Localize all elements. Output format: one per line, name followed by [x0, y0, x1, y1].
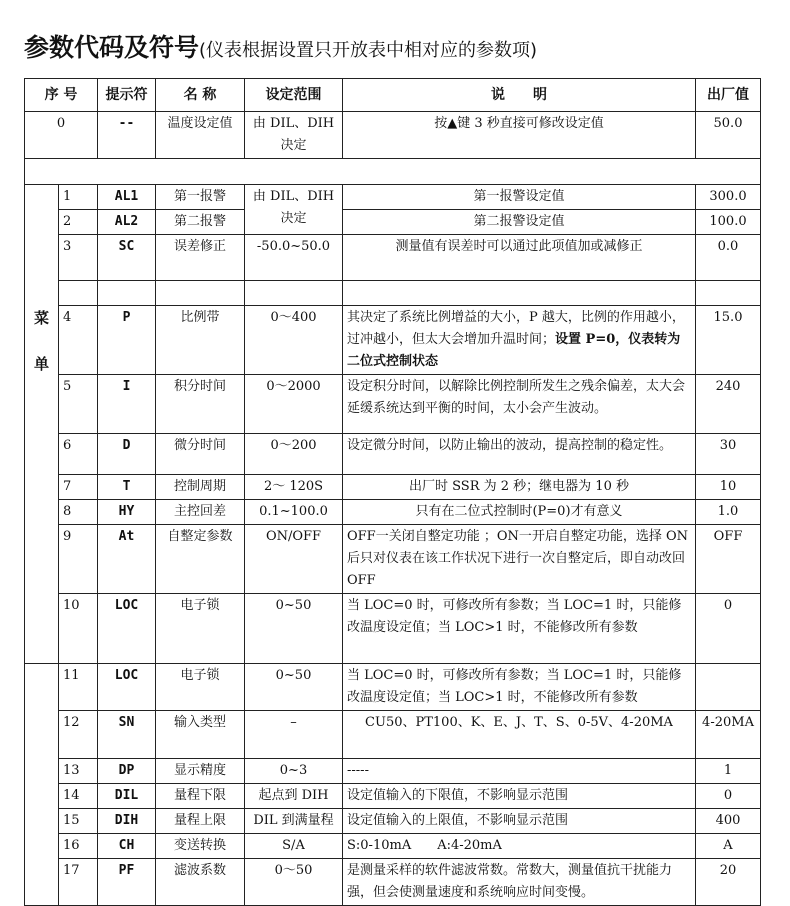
cell-name: 电子锁 [156, 594, 245, 664]
cell-range: 0～200 [245, 434, 343, 475]
cell-no: 17 [59, 859, 98, 906]
cell-range: 0.1~100.0 [245, 500, 343, 525]
cell-range: DIL 到满量程 [245, 809, 343, 834]
table-row [25, 112, 761, 159]
cell-name: 变送转换 [156, 834, 245, 859]
cell-code: T [98, 475, 156, 500]
cell-name: 主控回差 [156, 500, 245, 525]
table-row [25, 475, 761, 500]
cell-code: -- [98, 112, 156, 159]
cell-code: PF [98, 859, 156, 906]
header-name: 名 称 [156, 79, 245, 112]
cell-no: 5 [59, 375, 98, 434]
table-row [25, 525, 761, 594]
cell-code: DP [98, 759, 156, 784]
cell-no: 1 [59, 185, 98, 210]
cell-name: 积分时间 [156, 375, 245, 434]
empty-cell [98, 281, 156, 306]
cell-range: -50.0~50.0 [245, 235, 343, 281]
cell-no: 4 [59, 306, 98, 375]
cell-name: 控制周期 [156, 475, 245, 500]
table-row [25, 664, 761, 711]
cell-default: A [696, 834, 761, 859]
menu-label-2: 单 [33, 355, 49, 373]
cell-range: 0~3 [245, 759, 343, 784]
cell-desc: 设定值输入的下限值，不影响显示范围 [343, 784, 696, 809]
table-row [25, 834, 761, 859]
table-row [25, 759, 761, 784]
cell-no: 8 [59, 500, 98, 525]
cell-range: 0~50 [245, 594, 343, 664]
empty-cell [156, 281, 245, 306]
cell-code: I [98, 375, 156, 434]
cell-range: 0～2000 [245, 375, 343, 434]
cell-no: 2 [59, 210, 98, 235]
cell-desc: OFF一关闭自整定功能 ；ON一开启自整定功能，选择 ON 后只对仪表在该工作状况下进行一次自整定后，即自动改回 OFF [343, 525, 696, 594]
cell-code: SN [98, 711, 156, 759]
cell-name: 温度设定值 [156, 112, 245, 159]
cell-default: 400 [696, 809, 761, 834]
cell-default: 100.0 [696, 210, 761, 235]
cell-default: 300.0 [696, 185, 761, 210]
cell-range: 2～ 120S [245, 475, 343, 500]
menu-label-1: 菜 [33, 309, 49, 327]
cell-name: 微分时间 [156, 434, 245, 475]
cell-no: 10 [59, 594, 98, 664]
cell-default: 10 [696, 475, 761, 500]
cell-no: 6 [59, 434, 98, 475]
cell-name: 输入类型 [156, 711, 245, 759]
empty-cell [343, 281, 696, 306]
cell-code: LOC [98, 594, 156, 664]
cell-no: 7 [59, 475, 98, 500]
cell-range: 起点到 DIH [245, 784, 343, 809]
cell-name: 第一报警 [156, 185, 245, 210]
cell-range: S/A [245, 834, 343, 859]
cell-code: D [98, 434, 156, 475]
cell-default: 0 [696, 594, 761, 664]
cell-default: 1 [696, 759, 761, 784]
parameter-table [24, 78, 761, 906]
cell-desc: 设定值输入的上限值，不影响显示范围 [343, 809, 696, 834]
cell-no: 13 [59, 759, 98, 784]
cell-name: 误差修正 [156, 235, 245, 281]
cell-desc: ----- [343, 759, 696, 784]
cell-default: 50.0 [696, 112, 761, 159]
cell-name: 第二报警 [156, 210, 245, 235]
cell-no: 15 [59, 809, 98, 834]
cell-no: 11 [59, 664, 98, 711]
desc-bold: 设置 P=0，仪表转为二位式控制状态 [347, 332, 681, 369]
empty-cell [245, 281, 343, 306]
cell-code: P [98, 306, 156, 375]
header-row [25, 79, 761, 112]
cell-default: 0.0 [696, 235, 761, 281]
blank-row [25, 159, 761, 185]
cell-default: 30 [696, 434, 761, 475]
cell-default: 240 [696, 375, 761, 434]
table-row [25, 375, 761, 434]
cell-default: 15.0 [696, 306, 761, 375]
cell-desc: 只有在二位式控制时(P=0)才有意义 [343, 500, 696, 525]
header-default: 出厂值 [696, 79, 761, 112]
cell-desc: 按▲键 3 秒直接可修改设定值 [343, 112, 696, 159]
cell-default [696, 664, 761, 711]
title-sub: (仪表根据设置只开放表中相对应的参数项) [199, 40, 538, 61]
cell-code: CH [98, 834, 156, 859]
table-row [25, 434, 761, 475]
menu-group-label [25, 185, 59, 664]
cell-code: DIL [98, 784, 156, 809]
cell-default: 1.0 [696, 500, 761, 525]
cell-name: 比例带 [156, 306, 245, 375]
cell-code: SC [98, 235, 156, 281]
cell-desc: 第二报警设定值 [343, 210, 696, 235]
cell-default: 0 [696, 784, 761, 809]
cell-desc: 测量值有误差时可以通过此项值加或减修正 [343, 235, 696, 281]
cell-desc: 当 LOC=0 时，可修改所有参数；当 LOC=1 时，只能修改温度设定值；当 LOC>1 时，不能修改所有参数 [343, 594, 696, 664]
cell-default: OFF [696, 525, 761, 594]
cell-range: 由 DIL、DIH 决定 [245, 185, 343, 235]
cell-range: 0～50 [245, 859, 343, 906]
empty-cell [696, 281, 761, 306]
blank-row [25, 281, 761, 306]
header-range: 设定范围 [245, 79, 343, 112]
cell-range: – [245, 711, 343, 759]
cell-no: 16 [59, 834, 98, 859]
cell-desc [343, 306, 696, 375]
table-row [25, 594, 761, 664]
cell-no: 12 [59, 711, 98, 759]
cell-name: 量程上限 [156, 809, 245, 834]
cell-name: 量程下限 [156, 784, 245, 809]
cell-desc: 设定积分时间，以解除比例控制所发生之残余偏差，太大会延缓系统达到平衡的时间，太小会产生波动。 [343, 375, 696, 434]
cell-desc: 当 LOC=0 时，可修改所有参数；当 LOC=1 时，只能修改温度设定值；当 LOC>1 时，不能修改所有参数 [343, 664, 696, 711]
table-row [25, 809, 761, 834]
table-row [25, 711, 761, 759]
cell-range: 0～400 [245, 306, 343, 375]
cell-code: DIH [98, 809, 156, 834]
cell-no: 3 [59, 235, 98, 281]
group-cell [25, 664, 59, 906]
empty-cell [59, 281, 98, 306]
header-code: 提示符 [98, 79, 156, 112]
table-row [25, 306, 761, 375]
desc-text: 其决定了系统比例增益的大小，P 越大，比例的作用越小，过冲越小，但太大会增加升温时间； [347, 310, 685, 347]
cell-no: 0 [25, 112, 98, 159]
cell-range: ON/OFF [245, 525, 343, 594]
cell-no: 9 [59, 525, 98, 594]
table-row [25, 784, 761, 809]
cell-desc: S:0-10mA A:4-20mA [343, 834, 696, 859]
cell-code: LOC [98, 664, 156, 711]
table-row [25, 210, 761, 235]
cell-range: 由 DIL、DIH 决定 [245, 112, 343, 159]
cell-desc: 第一报警设定值 [343, 185, 696, 210]
table-row [25, 859, 761, 906]
header-no: 序 号 [25, 79, 98, 112]
cell-desc: CU50、PT100、K、E、J、T、S、0-5V、4-20MA [343, 711, 696, 759]
cell-name: 电子锁 [156, 664, 245, 711]
table-row [25, 500, 761, 525]
cell-range: 0~50 [245, 664, 343, 711]
cell-code: At [98, 525, 156, 594]
cell-code: HY [98, 500, 156, 525]
cell-code: AL1 [98, 185, 156, 210]
cell-default: 4-20MA [696, 711, 761, 759]
page-title [24, 28, 537, 64]
cell-desc: 出厂时 SSR 为 2 秒；继电器为 10 秒 [343, 475, 696, 500]
cell-code: AL2 [98, 210, 156, 235]
cell-desc: 是测量采样的软件滤波常数。常数大，测量值抗干扰能力强，但会使测量速度和系统响应时间变慢。 [343, 859, 696, 906]
cell-desc: 设定微分时间，以防止输出的波动，提高控制的稳定性。 [343, 434, 696, 475]
title-main: 参数代码及符号 [24, 33, 200, 62]
cell-no: 14 [59, 784, 98, 809]
cell-default: 20 [696, 859, 761, 906]
cell-name: 自整定参数 [156, 525, 245, 594]
table-row [25, 235, 761, 281]
table-row [25, 185, 761, 210]
header-desc: 说 明 [343, 79, 696, 112]
cell-name: 滤波系数 [156, 859, 245, 906]
cell-name: 显示精度 [156, 759, 245, 784]
